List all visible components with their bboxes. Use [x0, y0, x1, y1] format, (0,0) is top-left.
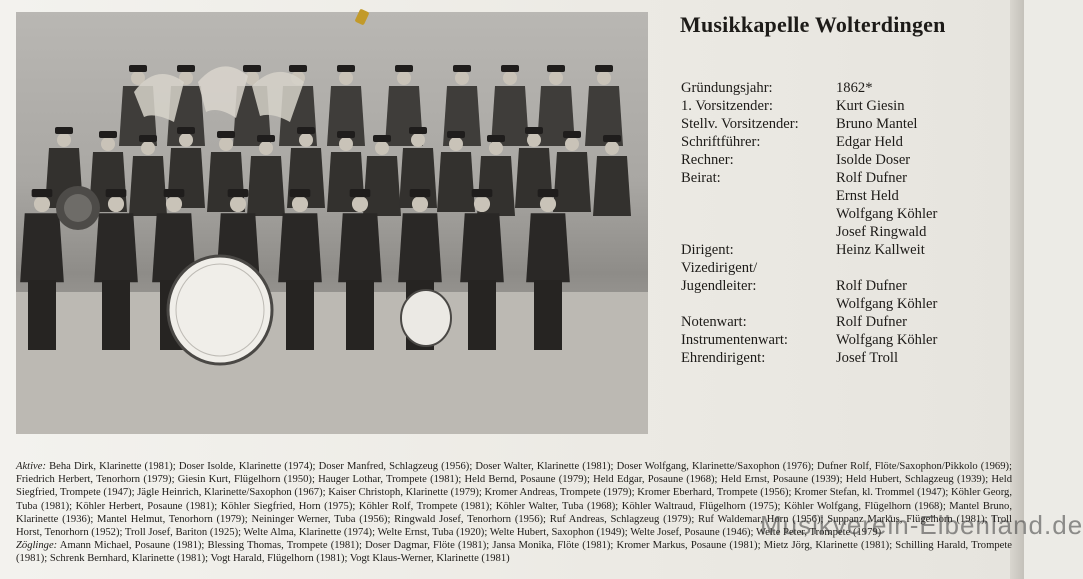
- roster-label: [681, 223, 836, 241]
- roster-value: Isolde Doser: [836, 152, 911, 168]
- pupils-heading: Zöglinge:: [16, 540, 58, 552]
- band-member-body: [129, 156, 167, 216]
- roster-row: [681, 313, 981, 331]
- roster-label: Schriftführer:: [681, 134, 761, 150]
- roster-row: [681, 223, 981, 241]
- roster-row: [681, 295, 981, 313]
- band-member-cap: [289, 65, 307, 72]
- band-member-head: [101, 137, 115, 151]
- band-member-head: [259, 141, 273, 155]
- band-member-cap: [337, 65, 355, 72]
- band-member-head: [565, 137, 579, 151]
- roster-value: Wolfgang Köhler: [836, 296, 938, 312]
- roster-row: [681, 259, 981, 277]
- band-member-cap: [217, 131, 235, 138]
- band-member-head: [219, 137, 233, 151]
- band-group-photo: [16, 12, 648, 434]
- band-member-body: [526, 213, 570, 282]
- band-member-cap: [487, 135, 505, 142]
- band-member-cap: [350, 189, 371, 197]
- band-member-head: [179, 133, 193, 147]
- band-member-cap: [453, 65, 471, 72]
- band-member-body: [593, 156, 631, 216]
- watermark: Musikverein-Elbenland.de: [760, 510, 1083, 540]
- band-member-cap: [563, 131, 581, 138]
- band-member-cap: [409, 127, 427, 134]
- band-member-head: [108, 196, 124, 212]
- band-member-legs: [286, 280, 314, 350]
- roster-label: Jugendleiter:: [681, 278, 757, 294]
- band-member-head: [449, 137, 463, 151]
- band-member-head: [57, 133, 71, 147]
- band-member-cap: [472, 189, 493, 197]
- band-member-body: [278, 213, 322, 282]
- page-title: Musikkapelle Wolterdingen: [680, 12, 946, 37]
- roster-value: 1862*: [836, 80, 873, 96]
- band-member-cap: [55, 127, 73, 134]
- band-member-body: [338, 213, 382, 282]
- roster-label: Gründungsjahr:: [681, 80, 773, 96]
- band-member-body: [94, 213, 138, 282]
- roster-row: [681, 169, 981, 187]
- band-member-head: [474, 196, 490, 212]
- band-member-head: [411, 133, 425, 147]
- pupils-text: Amann Michael, Posaune (1981); Blessing Thomas, Trompete (1981); Doser Dagmar, Flöte (1981); Jansa Monika, Flöte (1981); Kromer Markus, Posaune (1981); Mietz Jörg, Klarinette (1981); Schilling Harald, Trompete (1981); Schrenk Bernhard, Klarinette (1981); Vogt Harald, Flügelhorn (1981); Vogt Klaus-Werner, Klarinette (1981): [16, 540, 1012, 565]
- roster-value: Edgar Held: [836, 134, 903, 150]
- roster-value: Bruno Mantel: [836, 116, 918, 132]
- roster-value: Wolfgang Köhler: [836, 206, 938, 222]
- band-member-body: [247, 156, 285, 216]
- roster-label: [681, 205, 836, 223]
- page-edge: [1010, 0, 1024, 579]
- band-member-cap: [106, 189, 127, 197]
- band-member-legs: [534, 280, 562, 350]
- roster-label: [681, 295, 836, 313]
- band-member-body: [553, 152, 591, 212]
- band-member-cap: [32, 189, 53, 197]
- band-member-head: [141, 141, 155, 155]
- band-member-cap: [243, 65, 261, 72]
- band-member-cap: [525, 127, 543, 134]
- roster-value: Josef Troll: [836, 350, 899, 366]
- band-member-head: [412, 196, 428, 212]
- band-member-cap: [538, 189, 559, 197]
- band-member-head: [375, 141, 389, 155]
- band-member-body: [363, 156, 401, 216]
- roster-value: Rolf Dufner: [836, 170, 907, 186]
- roster-value: Rolf Dufner: [836, 314, 907, 330]
- roster-row: [681, 151, 981, 169]
- roster-label: [681, 187, 836, 205]
- band-member-body: [20, 213, 64, 282]
- band-member-head: [299, 133, 313, 147]
- band-member-cap: [595, 65, 613, 72]
- board-roster: [681, 79, 981, 367]
- band-member-head: [352, 196, 368, 212]
- roster-value: Kurt Giesin: [836, 98, 905, 114]
- band-member-cap: [177, 127, 195, 134]
- roster-value: Wolfgang Köhler: [836, 332, 938, 348]
- roster-row: [681, 349, 981, 367]
- roster-label: Instrumentenwart:: [681, 332, 788, 348]
- band-member-cap: [447, 131, 465, 138]
- band-member-head: [339, 71, 353, 85]
- band-member-head: [489, 141, 503, 155]
- band-member-head: [540, 196, 556, 212]
- band-member-cap: [547, 65, 565, 72]
- band-member-head: [292, 196, 308, 212]
- band-member-cap: [290, 189, 311, 197]
- band-photo-illustration: [16, 12, 648, 434]
- band-member-head: [397, 71, 411, 85]
- band-member-head: [455, 71, 469, 85]
- band-member-cap: [395, 65, 413, 72]
- band-member-head: [230, 196, 246, 212]
- roster-value: Ernst Held: [836, 188, 899, 204]
- roster-label: Vizedirigent/: [681, 260, 758, 276]
- roster-label: Rechner:: [681, 152, 734, 168]
- roster-value: Josef Ringwald: [836, 224, 927, 240]
- band-member-cap: [129, 65, 147, 72]
- band-member-legs: [28, 280, 56, 350]
- band-member-head: [34, 196, 50, 212]
- roster-row: [681, 187, 981, 205]
- band-member-head: [549, 71, 563, 85]
- roster-row: [681, 79, 981, 97]
- roster-row: [681, 97, 981, 115]
- roster-row: [681, 133, 981, 151]
- roster-label: 1. Vorsitzender:: [681, 98, 773, 114]
- roster-value: Rolf Dufner: [836, 278, 907, 294]
- band-member-cap: [177, 65, 195, 72]
- band-member-cap: [603, 135, 621, 142]
- band-member-cap: [337, 131, 355, 138]
- band-member-legs: [346, 280, 374, 350]
- active-heading: Aktive:: [16, 461, 46, 472]
- roster-row: [681, 205, 981, 223]
- band-member-body: [398, 213, 442, 282]
- roster-row: [681, 115, 981, 133]
- band-member-cap: [164, 189, 185, 197]
- band-member-legs: [102, 280, 130, 350]
- roster-row: [681, 277, 981, 295]
- band-member-cap: [99, 131, 117, 138]
- band-member-head: [503, 71, 517, 85]
- roster-label: Stellv. Vorsitzender:: [681, 116, 799, 132]
- band-member-body: [437, 152, 475, 212]
- active-members-text: Beha Dirk, Klarinette (1981); Doser Isolde, Klarinette (1974); Doser Manfred, Schlagzeug (1956); Doser Walter, Klarinette (1981); Doser Wolfgang, Klarinette/Saxophon (1976); Dufner Rolf, Flöte/Saxophon/Pikkolo (1969); Friedrich Herbert, Tenorhorn (1979); Giesin Kurt, Flügelhorn (1950); Hauger Lothar, Trompete (1981); Held Bernd, Posaune (1979); Held Edgar, Posaune (1968); Held Ernst, Posaune (1939); Held Hubert, Schlagzeug (1939); Held Siegfried, Trompete (1947); Jägle Heinrich, Klarinette/Saxophon (1967); Kaiser Christoph, Klarinette (1979); Kromer Andreas, Trompete (1979); Kromer Eberhard, Trompete (1956); Kromer Stefan, kl. Trommel (1947); Köhler Georg, Tuba (1981); Köhler Herbert, Posaune (1981); Köhler Siegfried, Horn (1975); Köhler Rolf, Trompete (1981); Köhler Walter, Tuba (1968); Köhler Waltraud, Flügelhorn (1975); Köhler Wolfgang, Flügelhorn (1968); Mantel Bruno, Klarinette (1936); Mantel Helmut, Tenorhorn (1979); Neininger Werner, Tuba (1956); Ringwald Josef, Tenorhorn (1956); Ruf Andreas, Schlagzeug (1979); Ruf Waldemar, Horn (1956); Suppanz Markus, Flügelhorn (1981); Troll Horst, Tenorhorn (1952); Troll Josef, Bariton (1925); Welte Alma, Klarinette (1974); Welte Ernst, Tuba (1920); Welte Hubert, Saxophon (1949); Welte Josef, Posaune (1946); Welte Peter, Trompete (1979): [16, 461, 1012, 539]
- band-member-head: [339, 137, 353, 151]
- roster-row: [681, 241, 981, 259]
- band-member-cap: [501, 65, 519, 72]
- roster-label: Ehrendirigent:: [681, 350, 766, 366]
- band-member-cap: [139, 135, 157, 142]
- roster-value: [836, 259, 981, 277]
- band-member-body: [460, 213, 504, 282]
- roster-row: [681, 331, 981, 349]
- band-member-cap: [257, 135, 275, 142]
- roster-value: Heinz Kallweit: [836, 242, 925, 258]
- band-member-head: [527, 133, 541, 147]
- band-member-head: [605, 141, 619, 155]
- roster-label: Dirigent:: [681, 242, 734, 258]
- band-member-cap: [228, 189, 249, 197]
- band-member-cap: [410, 189, 431, 197]
- roster-label: Beirat:: [681, 170, 721, 186]
- band-member-legs: [468, 280, 496, 350]
- band-member-cap: [297, 127, 315, 134]
- band-member-head: [597, 71, 611, 85]
- band-member-head: [166, 196, 182, 212]
- roster-label: Notenwart:: [681, 314, 747, 330]
- band-member-cap: [373, 135, 391, 142]
